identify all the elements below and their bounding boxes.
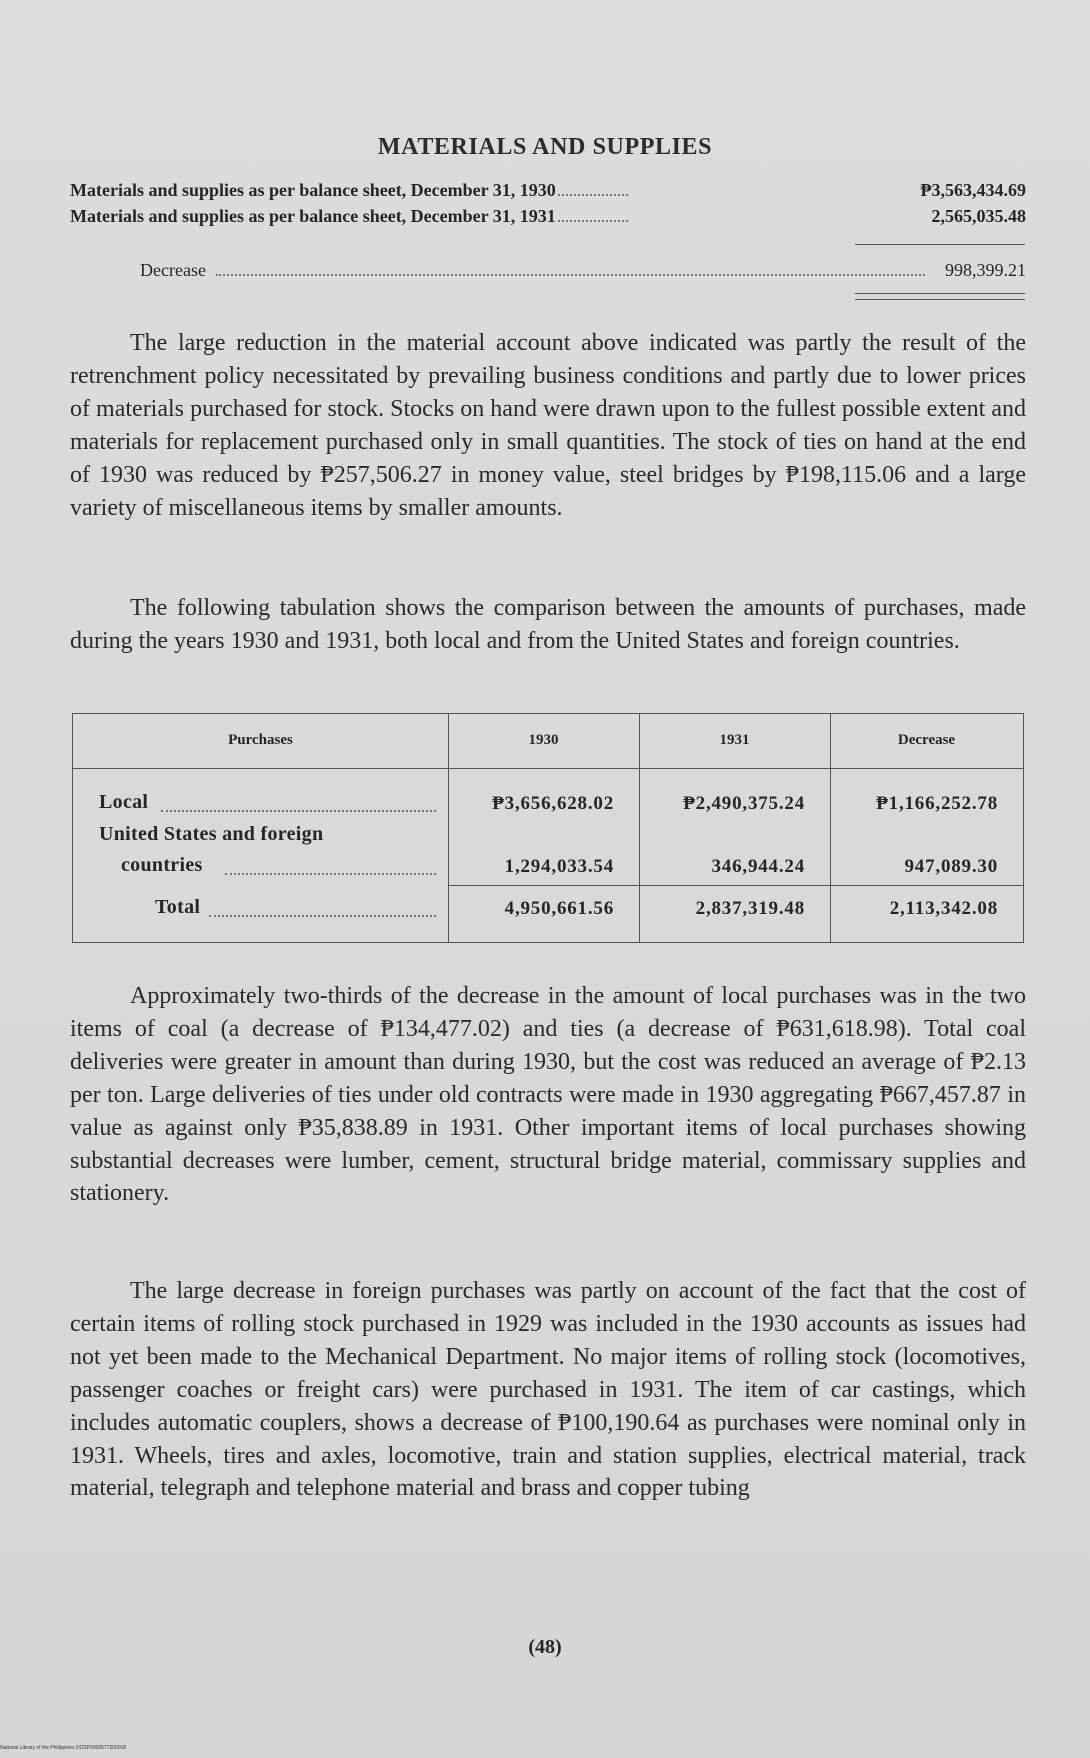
cell-local-1931: ₱2,490,375.24 <box>683 793 805 814</box>
balance-decrease-row <box>140 260 1026 281</box>
paragraph-4-text: The large decrease in foreign purchases was partly on account of the fact that the cost of certain items of rolling stock purchased in 1929 was included in the 1930 accounts as issues had not yet been made to the Mechanical Department. No major items of rolling stock (locomotives, passenger coaches or freight cars) were purchased in 1931. The item of car castings, which includes automatic couplers, shows a decrease of ₱100,190.64 as purchases were nominal only in 1931. Wheels, tires and axles, locomotive, train and station supplies, electrical material, track material, telegraph and telephone material and brass and copper tubing <box>70 1278 1026 1502</box>
leader-dots <box>225 873 436 875</box>
section-heading: MATERIALS AND SUPPLIES <box>377 134 713 160</box>
leader-dots <box>161 810 436 812</box>
total-rule <box>448 885 1023 886</box>
cell-total-1931: 2,837,319.48 <box>695 898 805 919</box>
header-decrease: Decrease <box>897 732 956 748</box>
paragraph-2-text: The following tabulation shows the comparison between the amounts of purchases, made during the years 1930 and 1931, both local and from the United States and foreign countries. <box>70 595 1026 654</box>
balance-label-1931: Materials and supplies as per balance sheet, December 31, 1931 <box>70 206 556 226</box>
paragraph-1 <box>70 327 1026 524</box>
row-label-total: Total <box>155 896 201 918</box>
scan-credit: National Library of the Philippines DOSP0000577200018 <box>0 1745 127 1751</box>
cell-local-1930: ₱3,656,628.02 <box>492 793 614 814</box>
page-number: (48) <box>528 1636 562 1658</box>
row-label-foreign: United States and foreign <box>99 823 324 845</box>
cell-foreign-1931: 346,944.24 <box>711 856 805 877</box>
paragraph-3 <box>70 980 1026 1210</box>
total-double-rule-top <box>855 293 1025 294</box>
paragraph-3-text: Approximately two-thirds of the decrease in the amount of local purchases was in the two items of coal (a decrease of ₱134,477.02) and ties (a decrease of ₱631,618.98). Total coal deliveries were greater in amount than during 1930, but the cost was reduced an average of ₱2.13 per ton. Large deliveries of ties under old contracts were made in 1930 aggregating ₱667,457.87 in value as against only ₱35,838.89 in 1931. Other important items of local purchases showing substantial decreases were lumber, cement, structural bridge material, commissary supplies and stationery. <box>70 983 1026 1207</box>
header-divider <box>73 768 1023 769</box>
balance-label-1930: Materials and supplies as per balance sheet, December 31, 1930 <box>70 180 556 200</box>
cell-total-1930: 4,950,661.56 <box>504 898 614 919</box>
decrease-label: Decrease <box>140 260 206 280</box>
row-label-local: Local <box>99 791 149 813</box>
header-1931: 1931 <box>719 732 750 748</box>
balance-row-1931 <box>70 206 1026 232</box>
paragraph-4 <box>70 1275 1026 1505</box>
cell-total-decrease: 2,113,342.08 <box>889 898 998 919</box>
leader-dots <box>558 180 628 196</box>
paragraph-2 <box>70 592 1026 658</box>
leader-dots <box>216 261 925 276</box>
header-1930: 1930 <box>528 732 559 748</box>
row-label-foreign-cont: countries <box>121 854 203 876</box>
cell-foreign-decrease: 947,089.30 <box>904 856 998 877</box>
balance-value-1931: 2,565,035.48 <box>931 206 1026 226</box>
header-purchases: Purchases <box>228 732 293 748</box>
cell-local-decrease: ₱1,166,252.78 <box>876 793 998 814</box>
cell-foreign-1930: 1,294,033.54 <box>504 856 614 877</box>
decrease-value: 998,399.21 <box>945 260 1026 280</box>
subtotal-rule <box>855 244 1025 245</box>
leader-dots <box>209 915 436 917</box>
paragraph-1-text: The large reduction in the material account above indicated was partly the result of the retrenchment policy necessitated by prevailing business conditions and partly due to lower prices of materials purchased for stock. Stocks on hand were drawn upon to the fullest possible extent and materials for replacement purchased only in small quantities. The stock of ties on hand at the end of 1930 was reduced by ₱257,506.27 in money value, steel bridges by ₱198,115.06 and a large variety of miscellaneous items by smaller amounts. <box>70 330 1026 521</box>
balance-row-1930 <box>70 180 1026 206</box>
leader-dots <box>558 206 628 222</box>
purchases-table <box>72 713 1024 943</box>
balance-value-1930: ₱3,563,434.69 <box>920 180 1026 200</box>
total-double-rule-bottom <box>855 299 1025 300</box>
